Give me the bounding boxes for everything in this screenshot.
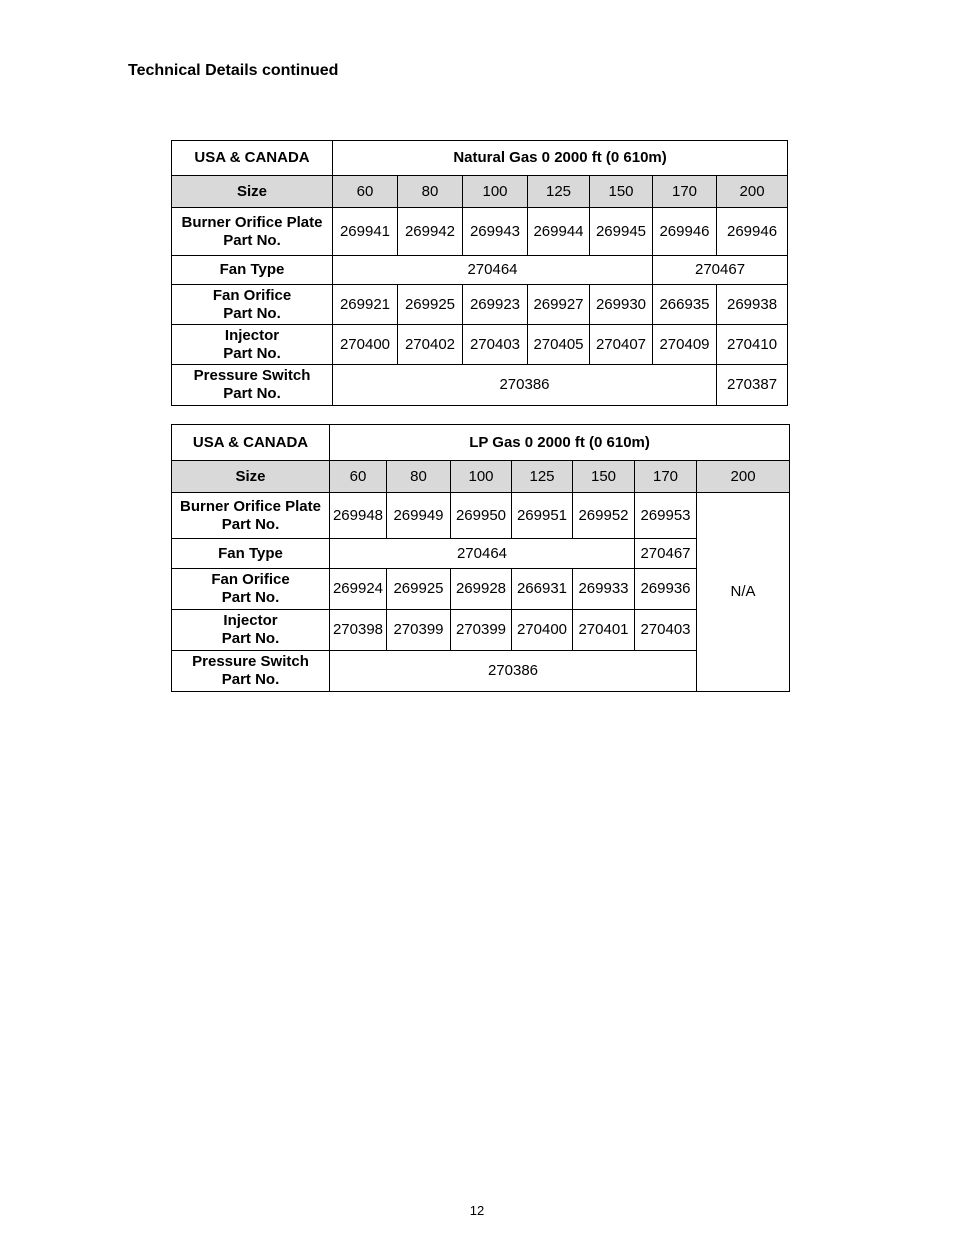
row-label-line: Fan Orifice: [212, 286, 292, 304]
size-cell: 125: [528, 176, 590, 208]
part-number-cell: 269921: [333, 285, 398, 325]
part-number-cell: 270398: [330, 610, 387, 651]
fan-type-label: Fan Type: [172, 256, 333, 285]
region-header: USA & CANADA: [172, 425, 330, 461]
size-cell: 200: [717, 176, 788, 208]
part-number-cell: 269928: [451, 569, 512, 610]
row-label-line: Injector: [224, 326, 280, 344]
part-number-cell: 269942: [398, 208, 463, 256]
injector-row: [172, 325, 788, 365]
size-label: Size: [172, 461, 330, 493]
fan-orifice-label: [172, 285, 333, 325]
part-number-cell: 270399: [451, 610, 512, 651]
fan-orifice-row: [172, 285, 788, 325]
part-number-cell: 269924: [330, 569, 387, 610]
row-label-line: Part No.: [223, 231, 281, 249]
pressure-switch-label: [172, 651, 330, 692]
size-label: Size: [172, 176, 333, 208]
size-cell: 150: [590, 176, 653, 208]
page-number: 12: [469, 1203, 485, 1218]
part-number-cell: 270400: [512, 610, 573, 651]
part-number-cell: 266935: [653, 285, 717, 325]
part-number-cell: 270405: [528, 325, 590, 365]
size-cell: 100: [451, 461, 512, 493]
pressure-switch-row: [172, 365, 788, 406]
part-number-cell: 270402: [398, 325, 463, 365]
pressure-switch-label: [172, 365, 333, 406]
part-number-cell: 266931: [512, 569, 573, 610]
part-number-cell: 270407: [590, 325, 653, 365]
part-number-cell: 269930: [590, 285, 653, 325]
row-label-line: Fan Orifice: [211, 571, 290, 588]
part-number-cell: 270399: [387, 610, 451, 651]
row-label-line: Part No.: [221, 630, 280, 647]
part-number-cell: 269949: [387, 493, 451, 539]
row-label-line: Burner Orifice Plate: [181, 213, 323, 231]
row-label-line: Part No.: [221, 671, 280, 688]
part-number-cell: 269946: [653, 208, 717, 256]
size-row: [172, 176, 788, 208]
size-cell: 150: [573, 461, 635, 493]
row-label-line: Pressure Switch: [192, 653, 309, 670]
part-number-cell: 270467: [653, 256, 788, 285]
row-label-line: Pressure Switch: [193, 367, 311, 384]
page-title: Technical Details continued: [128, 62, 339, 79]
part-number-cell: 270410: [717, 325, 788, 365]
part-number-cell: 269950: [451, 493, 512, 539]
fan-type-label: Fan Type: [172, 539, 330, 569]
part-number-cell: 269925: [387, 569, 451, 610]
part-number-cell: 269927: [528, 285, 590, 325]
size-cell: 170: [653, 176, 717, 208]
row-label-line: Injector: [223, 612, 278, 629]
row-label-line: Part No.: [223, 385, 281, 402]
burner-orifice-plate-row: [172, 208, 788, 256]
burner-orifice-plate-row: [172, 493, 790, 539]
gas-type-header: Natural Gas 0 2000 ft (0 610m): [333, 141, 788, 176]
part-number-cell: 270409: [653, 325, 717, 365]
part-number-cell: 269923: [463, 285, 528, 325]
not-available-cell: N/A: [697, 493, 790, 692]
part-number-cell: 270403: [463, 325, 528, 365]
part-number-cell: 269951: [512, 493, 573, 539]
part-number-cell: 269945: [590, 208, 653, 256]
part-number-cell: 270400: [333, 325, 398, 365]
burner-orifice-plate-label: [172, 493, 330, 539]
row-label-line: Part No.: [223, 304, 281, 322]
part-number-cell: 270386: [333, 365, 717, 406]
size-cell: 80: [398, 176, 463, 208]
part-number-cell: 269938: [717, 285, 788, 325]
gas-type-header: LP Gas 0 2000 ft (0 610m): [330, 425, 790, 461]
table-header-row: [172, 141, 788, 176]
region-header: USA & CANADA: [172, 141, 333, 176]
injector-label: [172, 610, 330, 651]
fan-type-row: [172, 256, 788, 285]
size-cell: 125: [512, 461, 573, 493]
injector-label: [172, 325, 333, 365]
size-cell: 200: [697, 461, 790, 493]
part-number-cell: 270403: [635, 610, 697, 651]
part-number-cell: 270467: [635, 539, 697, 569]
row-label-line: Burner Orifice Plate: [180, 497, 321, 515]
part-number-cell: 269925: [398, 285, 463, 325]
part-number-cell: 270387: [717, 365, 788, 406]
part-number-cell: 270464: [330, 539, 635, 569]
natural-gas-parts-table: [171, 140, 788, 406]
size-cell: 60: [330, 461, 387, 493]
part-number-cell: 270464: [333, 256, 653, 285]
part-number-cell: 269936: [635, 569, 697, 610]
part-number-cell: 269946: [717, 208, 788, 256]
size-cell: 170: [635, 461, 697, 493]
part-number-cell: 269948: [330, 493, 387, 539]
part-number-cell: 269944: [528, 208, 590, 256]
size-cell: 80: [387, 461, 451, 493]
table-header-row: [172, 425, 790, 461]
part-number-cell: 269941: [333, 208, 398, 256]
fan-orifice-label: [172, 569, 330, 610]
part-number-cell: 270401: [573, 610, 635, 651]
part-number-cell: 269943: [463, 208, 528, 256]
size-row: [172, 461, 790, 493]
lp-gas-parts-table: [171, 424, 790, 692]
row-label-line: Part No.: [221, 515, 280, 533]
part-number-cell: 269952: [573, 493, 635, 539]
part-number-cell: 269953: [635, 493, 697, 539]
row-label-line: Part No.: [221, 589, 280, 606]
part-number-cell: 269933: [573, 569, 635, 610]
size-cell: 60: [333, 176, 398, 208]
row-label-line: Part No.: [223, 344, 281, 362]
burner-orifice-plate-label: [172, 208, 333, 256]
size-cell: 100: [463, 176, 528, 208]
part-number-cell: 270386: [330, 651, 697, 692]
